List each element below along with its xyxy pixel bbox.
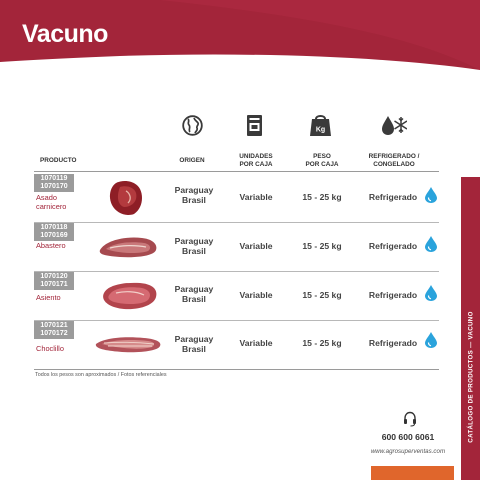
weight: 15 - 25 kg bbox=[302, 192, 342, 202]
contact-website[interactable]: www.agrosuperventas.com bbox=[370, 448, 446, 455]
meat-photo-choclillo bbox=[94, 332, 164, 358]
origin bbox=[164, 334, 224, 354]
weight: 15 - 25 kg bbox=[302, 338, 342, 348]
product-name-line: Choclillo bbox=[36, 344, 64, 353]
col-weight-line2: POR CAJA bbox=[305, 161, 339, 168]
origin-line: Brasil bbox=[182, 344, 206, 354]
product-name bbox=[36, 344, 98, 353]
table-bottom-rule bbox=[34, 369, 439, 370]
product-codes bbox=[34, 223, 74, 241]
footnote: Todos los pesos son aproximados / Fotos referenciales bbox=[35, 372, 167, 378]
col-storage bbox=[362, 153, 426, 169]
side-tab bbox=[461, 177, 480, 480]
origin bbox=[164, 236, 224, 256]
product-name bbox=[36, 193, 98, 211]
drop-snowflake-icon bbox=[381, 114, 407, 137]
meat-photo-abastero bbox=[96, 232, 160, 260]
units: Variable bbox=[239, 241, 273, 251]
table-row bbox=[34, 173, 439, 222]
product-name-line: Asado bbox=[36, 193, 57, 202]
globe-icon bbox=[182, 115, 203, 136]
origin bbox=[164, 185, 224, 205]
product-code: 1070170 bbox=[40, 183, 68, 190]
col-storage-line1: REFRIGERADO / bbox=[368, 153, 420, 160]
header-rule bbox=[34, 171, 439, 172]
product-codes bbox=[34, 174, 74, 192]
units: Variable bbox=[239, 192, 273, 202]
product-code: 1070119 bbox=[40, 175, 68, 182]
origin-line: Paraguay bbox=[174, 334, 214, 344]
headset-icon bbox=[402, 411, 418, 427]
storage: Refrigerado bbox=[368, 192, 418, 202]
col-storage-line2: CONGELADO bbox=[373, 161, 415, 168]
product-code: 1070118 bbox=[40, 224, 68, 231]
product-codes bbox=[34, 272, 74, 290]
storage: Refrigerado bbox=[368, 338, 418, 348]
origin-line: Paraguay bbox=[174, 236, 214, 246]
side-tab-text-wrap bbox=[461, 177, 480, 480]
col-weight bbox=[292, 153, 352, 169]
meat-photo-asado bbox=[106, 177, 146, 217]
product-name bbox=[36, 293, 98, 302]
weight: 15 - 25 kg bbox=[302, 290, 342, 300]
table-row bbox=[34, 222, 439, 271]
product-code: 1070120 bbox=[40, 273, 68, 280]
page-title: Vacuno bbox=[22, 20, 108, 48]
col-origin: ORIGEN bbox=[179, 157, 205, 164]
table-row bbox=[34, 271, 439, 320]
origin-line: Brasil bbox=[182, 246, 206, 256]
product-code: 1070172 bbox=[40, 330, 68, 337]
origin-line: Paraguay bbox=[174, 284, 214, 294]
orange-accent-bar bbox=[371, 466, 454, 480]
product-code: 1070121 bbox=[40, 322, 68, 329]
box-icon bbox=[246, 114, 263, 137]
col-product: PRODUCTO bbox=[40, 157, 77, 164]
water-drop-icon bbox=[425, 187, 437, 203]
storage: Refrigerado bbox=[368, 290, 418, 300]
header-band bbox=[0, 0, 480, 70]
product-codes bbox=[34, 321, 74, 339]
product-name-line: carnicero bbox=[36, 202, 67, 211]
units: Variable bbox=[239, 290, 273, 300]
water-drop-icon bbox=[425, 285, 437, 301]
product-name-line: Asiento bbox=[36, 293, 61, 302]
product-code: 1070171 bbox=[40, 281, 68, 288]
scale-icon bbox=[309, 114, 332, 137]
col-units-line2: POR CAJA bbox=[239, 161, 273, 168]
units: Variable bbox=[239, 338, 273, 348]
origin-line: Brasil bbox=[182, 195, 206, 205]
water-drop-icon bbox=[425, 236, 437, 252]
col-units bbox=[228, 153, 284, 169]
water-drop-icon bbox=[425, 332, 437, 348]
svg-text:Kg: Kg bbox=[315, 126, 326, 134]
side-tab-label: CATÁLOGO DE PRODUCTOS — VACUNO bbox=[467, 311, 474, 443]
col-weight-line1: PESO bbox=[313, 153, 331, 160]
origin-line: Brasil bbox=[182, 294, 206, 304]
product-name bbox=[36, 241, 98, 250]
product-name-line: Abastero bbox=[36, 241, 66, 250]
weight: 15 - 25 kg bbox=[302, 241, 342, 251]
contact-phone[interactable]: 600 600 6061 bbox=[381, 432, 435, 442]
origin-line: Paraguay bbox=[174, 185, 214, 195]
meat-photo-asiento bbox=[100, 279, 160, 313]
table-row bbox=[34, 320, 439, 369]
product-code: 1070169 bbox=[40, 232, 68, 239]
origin bbox=[164, 284, 224, 304]
col-units-line1: UNIDADES bbox=[239, 153, 273, 160]
storage: Refrigerado bbox=[368, 241, 418, 251]
